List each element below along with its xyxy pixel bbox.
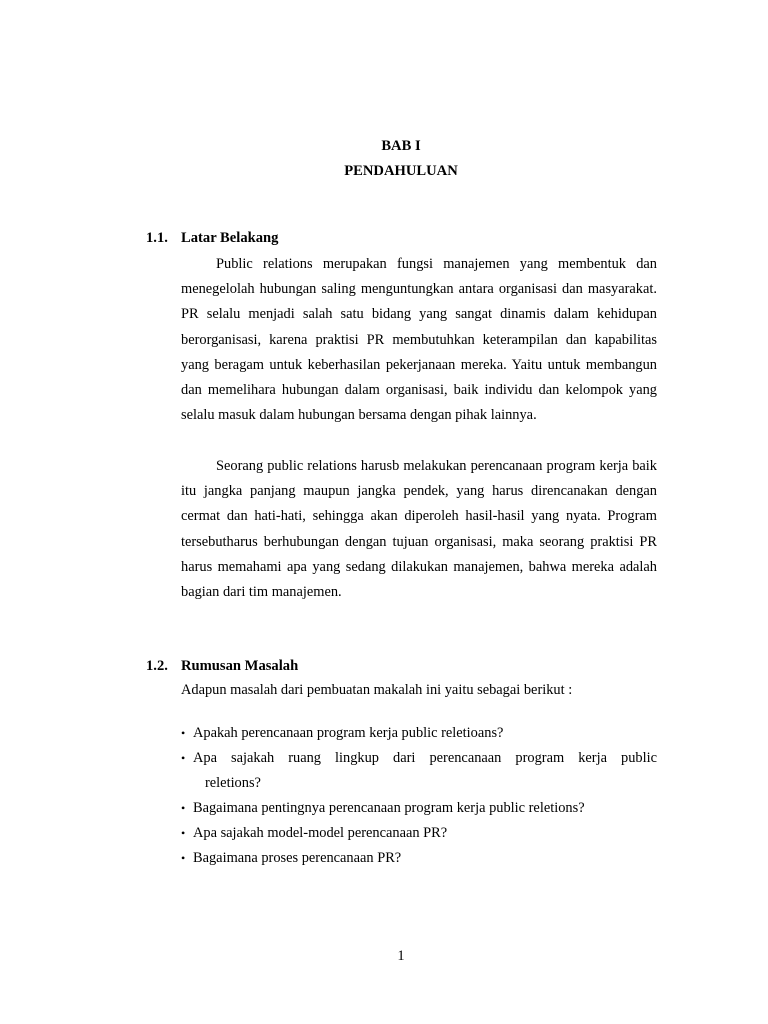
list-item-text: Bagaimana pentingnya perencanaan program kerja public reletions? [193, 799, 585, 816]
list-item [181, 846, 657, 871]
list-item [181, 821, 657, 846]
paragraph: Seorang public relations harusb melakukan perencanaan program kerja baik itu jangka panjang maupun jangka pendek, yang harus direncanakan dengan cermat dan hati-hati, sehingga akan diperoleh hasil-hasil yang nyata. Program tersebutharus berhubungan dengan tujuan organisasi, maka seorang praktisi PR harus memahami apa yang sedang dilakukan manajemen, bahwa mereka adalah bagian dari tim manajemen. [181, 458, 657, 601]
list-item-continuation: reletions? [205, 774, 261, 791]
list-item-text: Bagaimana proses perencanaan PR? [193, 849, 402, 866]
bullet-icon: • [181, 751, 186, 765]
problem-list [181, 721, 657, 871]
section-number: 1.1. [146, 230, 168, 246]
list-item-text: Apa sajakah model-model perencanaan PR? [193, 824, 448, 841]
section-number: 1.2. [146, 658, 168, 674]
bullet-icon: • [181, 850, 186, 865]
list-item-text: Apa sajakah ruang lingkup dari perencanaan program kerja public [193, 750, 657, 766]
list-item-text: Apakah perencanaan program kerja public reletioans? [193, 725, 504, 741]
section-title: Latar Belakang [181, 230, 279, 246]
section-title: Rumusan Masalah [181, 658, 299, 674]
section-intro: Adapun masalah dari pembuatan makalah ini yaitu sebagai berikut : [181, 682, 573, 698]
page-number: 1 [397, 948, 405, 964]
list-item [181, 746, 657, 795]
bullet-icon: • [181, 800, 186, 815]
section-heading-latar-belakang [146, 230, 278, 247]
bullet-icon: • [181, 726, 186, 740]
chapter-number: BAB I [381, 138, 421, 154]
section-heading-rumusan-masalah [146, 658, 298, 675]
bullet-icon: • [181, 825, 186, 840]
list-item [181, 796, 657, 821]
list-item [181, 721, 657, 746]
chapter-title: PENDAHULUAN [344, 163, 458, 179]
paragraph: Public relations merupakan fungsi manajemen yang membentuk dan menegelolah hubungan saling menguntungkan antara organisasi dan masyarakat. PR selalu menjadi salah satu bidang yang sangat dinamis dalam kehidupan berorganisasi, karena praktisi PR membutuhkan keterampilan dan kapabilitas yang beragam untuk keberhasilan pekerjanaan mereka. Yaitu untuk membangun dan memelihara hubungan dalam organisasi, baik individu dan kelompok yang selalu masuk dalam hubungan bersama dengan pihak lainnya. [181, 256, 657, 424]
